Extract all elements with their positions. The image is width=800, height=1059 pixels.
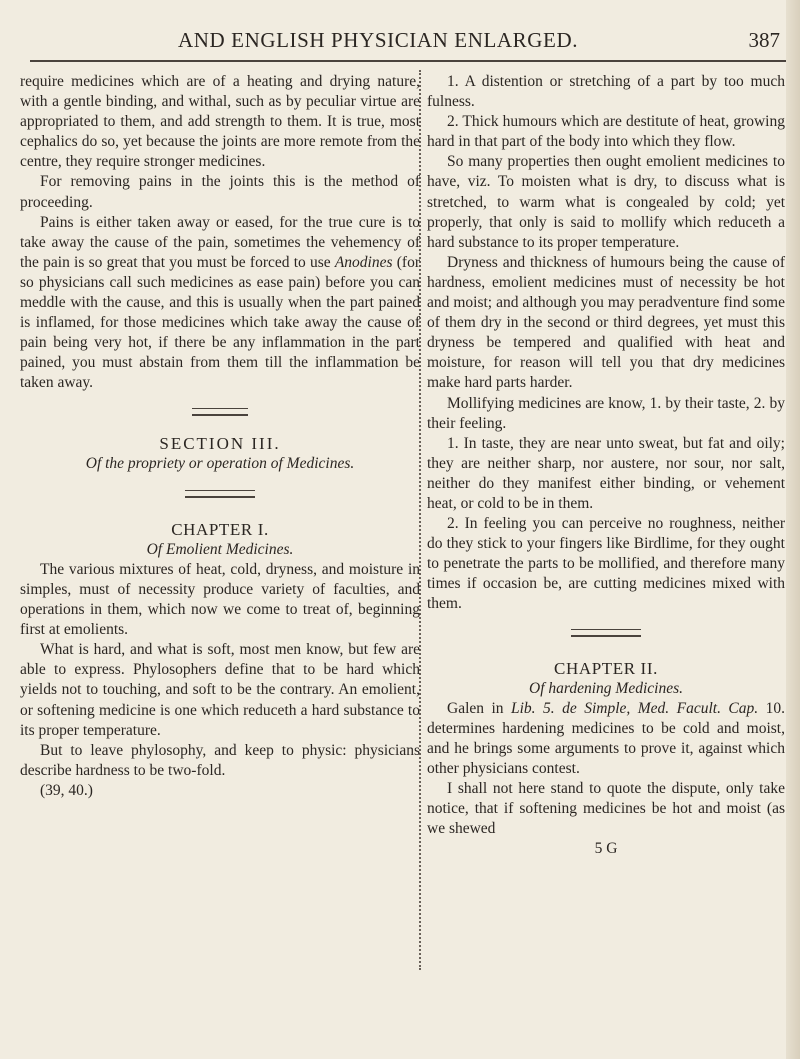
right-paragraph-9: I shall not here stand to quote the dispute, only take notice, that if softening medicines be hot and moist (as we shewed	[427, 780, 785, 838]
left-paragraph-1: require medicines which are of a heating and drying nature, with a gentle binding, and withal, such as by peculiar virtue are appropriated to them, and add strength to them. It is true, most cephalics do so, yet because the joints are more remote from the centre, they require stronger medicines.	[20, 73, 420, 171]
left-paragraph-3-text-a: Pains is either taken away or eased, for the true cure is to take away the cause of the pain, sometimes the vehemency of the pain is so great that you must be forced to use	[20, 213, 420, 271]
section-ornament-rule	[192, 408, 248, 416]
page-number: 387	[748, 28, 780, 52]
right-paragraph-8-text-a: Galen in	[447, 699, 511, 717]
right-paragraph-8	[427, 699, 785, 779]
chapter-2-ornament-rule	[571, 629, 641, 637]
running-head-title: AND ENGLISH PHYSICIAN ENLARGED.	[178, 28, 579, 52]
right-paragraph-2: 2. Thick humours which are destitute of heat, growing hard in that part of the body into which they flow.	[427, 113, 785, 151]
right-paragraph-3: So many properties then ought emolient medicines to have, viz. To moisten what is dry, to discuss what is stretched, to warm what is congealed by cold; yet properly, that only is said to mollify which reduceth a hard substance to its proper temperature.	[427, 153, 785, 251]
section-subtitle: Of the propriety or operation of Medicines.	[85, 454, 355, 472]
chapter-2-subtitle: Of hardening Medicines.	[529, 679, 683, 697]
chapter-2-heading: CHAPTER II.	[554, 658, 658, 678]
right-column	[427, 72, 785, 859]
left-paragraph-3-text-b: (for so physicians call such medicines as ease pain) before you can meddle with the cause, and this is usually when the part pained is inflamed, for those medicines which take away the cause of pain being very hot, if there be any inflammation in the part pained, you must abstain from them till the inflammation be taken away.	[20, 253, 420, 392]
right-paragraph-1: 1. A distention or stretching of a part by too much fulness.	[427, 73, 785, 111]
left-column	[20, 72, 420, 801]
anodines-term: Anodines	[334, 253, 393, 271]
left-paragraph-4: The various mixtures of heat, cold, dryness, and moisture in simples, must of necessity produce variety of faculties, and operations in them, which now we come to treat of, beginning first at emolients.	[20, 560, 420, 639]
chapter-1-subtitle: Of Emolient Medicines.	[146, 540, 294, 558]
right-paragraph-4: Dryness and thickness of humours being the cause of hardness, emolient medicines must of necessity be hot and moist; and although you may peradventure find some of them dry in the second or third degrees, yet must this dryness be tempered and qualified with heat and moisture, for reason will tell you that dry medicines make hard parts harder.	[427, 253, 785, 392]
left-paragraph-6: But to leave phylosophy, and keep to physic: physicians describe hardness to be two-fold.	[20, 741, 420, 779]
header-rule	[30, 60, 800, 62]
page-edge-shadow	[786, 0, 800, 1059]
left-paragraph-2: For removing pains in the joints this is the method of proceeding.	[20, 173, 420, 211]
right-paragraph-6: 1. In taste, they are near unto sweat, but fat and oily; they are neither sharp, nor austere, nor sour, nor salt, neither do they manifest either binding, or vehement heat, or cold to be in them.	[427, 434, 785, 512]
left-paragraph-5: What is hard, and what is soft, most men know, but few are able to express. Phylosophers define that to be hard which yields not to touching, and soft to be the contrary. An emolient, or softening medicine is one which reduceth a hard substance to its proper temperature.	[20, 641, 420, 739]
chapter-ornament-rule	[185, 490, 255, 498]
right-paragraph-7: 2. In feeling you can perceive no roughness, neither do they stick to your fingers like Birdlime, for they ought to penetrate the parts to be mollified, and therefore many times if occasion be, are cutting medicines mixed with them.	[427, 515, 785, 613]
chapter-1-heading: CHAPTER I.	[171, 519, 269, 539]
page-reference: (39, 40.)	[40, 781, 93, 799]
signature-mark: 5 G	[594, 840, 618, 858]
right-paragraph-8-text-b: 10. determines hardening medicines to be cold and moist, and he brings some arguments to prove it, against which other physicians contest.	[427, 699, 785, 777]
section-heading: SECTION III.	[159, 433, 281, 453]
right-paragraph-5: Mollifying medicines are know, 1. by their taste, 2. by their feeling.	[427, 394, 785, 432]
left-paragraph-3	[20, 213, 420, 394]
galen-citation: Lib. 5. de Simple, Med. Facult. Cap.	[511, 699, 759, 717]
running-head	[0, 28, 800, 58]
